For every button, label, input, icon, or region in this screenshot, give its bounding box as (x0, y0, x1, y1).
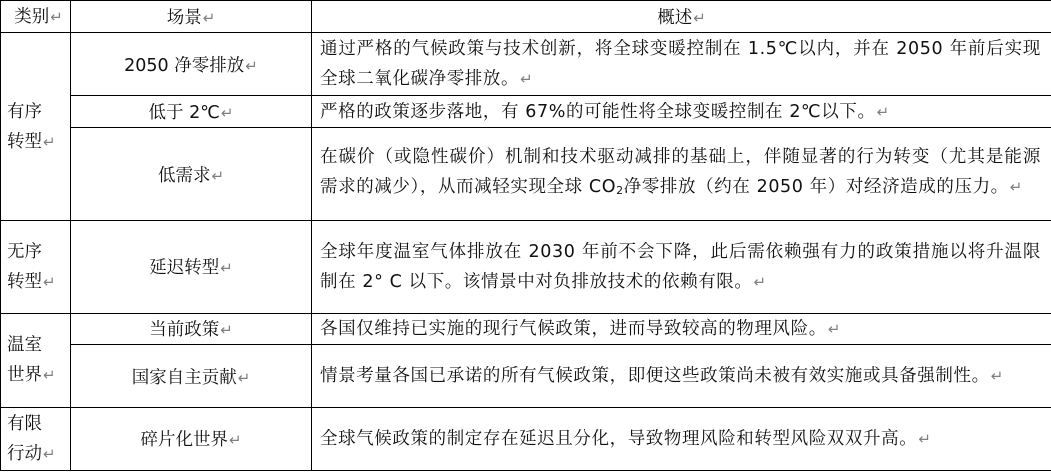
category-text: 转型 (7, 271, 42, 292)
paragraph-mark-icon: ↵ (753, 272, 767, 291)
header-category-cell (1, 1, 71, 33)
paragraph-mark-icon: ↵ (693, 9, 706, 28)
paragraph-mark-icon: ↵ (50, 7, 63, 26)
paragraph-mark-icon: ↵ (43, 366, 56, 385)
paragraph-mark-icon: ↵ (520, 70, 534, 89)
description-cell (312, 313, 1051, 344)
header-overview: 概述 (657, 8, 693, 29)
paragraph-mark-icon: ↵ (228, 431, 242, 450)
scenario-cell (71, 96, 312, 127)
paragraph-mark-icon: ↵ (220, 259, 233, 278)
table-row (1, 33, 1051, 96)
category-cell-limited-action (1, 407, 71, 470)
header-scenario: 场景 (166, 8, 202, 29)
scenario-name: 2050 净零排放 (124, 55, 245, 76)
scenario-cell (71, 127, 312, 220)
table-row (1, 313, 1051, 344)
paragraph-mark-icon: ↵ (237, 368, 251, 387)
description-text: 情景考量各国已承诺的所有气候政策，即便这些政策尚未被有效实施或具备强制性。 (320, 366, 990, 387)
category-text: 有序 (7, 101, 42, 122)
description-cell (312, 127, 1051, 220)
category-cell-orderly (1, 33, 71, 221)
category-text: 有限 (7, 413, 42, 434)
scenario-name: 当前政策 (149, 320, 220, 341)
category-cell-disorderly (1, 221, 71, 313)
table-row (1, 345, 1051, 408)
paragraph-mark-icon: ↵ (827, 319, 841, 338)
paragraph-mark-icon: ↵ (245, 56, 258, 75)
paragraph-mark-icon: ↵ (43, 272, 56, 291)
table-row (1, 221, 1051, 313)
scenario-cell (71, 345, 312, 408)
paragraph-mark-icon: ↵ (876, 102, 890, 121)
header-overview-cell (312, 1, 1051, 33)
category-text: 无序 (7, 241, 42, 262)
description-text: 净零排放（约在 2050 年）对经济造成的压力。 (623, 177, 1009, 198)
scenario-name: 延迟转型 (149, 258, 220, 279)
header-scenario-cell (71, 1, 312, 33)
paragraph-mark-icon: ↵ (1009, 178, 1023, 197)
category-cell-hothouse (1, 313, 71, 407)
category-text: 世界 (7, 365, 42, 386)
description-cell (312, 221, 1051, 313)
paragraph-mark-icon: ↵ (211, 166, 225, 185)
description-text: 全球气候政策的制定存在延迟且分化，导致物理风险和转型风险双双升高。 (320, 428, 918, 449)
description-cell (312, 407, 1051, 470)
paragraph-mark-icon: ↵ (220, 321, 233, 340)
description-text: 严格的政策逐步落地，有 67%的可能性将全球变暖控制在 2℃以下。 (320, 101, 876, 122)
subscript-two: 2 (616, 184, 624, 198)
header-row (1, 1, 1051, 33)
table-row (1, 96, 1051, 127)
scenario-cell (71, 33, 312, 96)
category-text: 转型 (7, 131, 42, 152)
scenario-cell (71, 221, 312, 313)
description-cell (312, 345, 1051, 408)
paragraph-mark-icon: ↵ (220, 104, 234, 123)
table-row (1, 127, 1051, 220)
paragraph-mark-icon: ↵ (43, 132, 56, 151)
description-cell (312, 33, 1051, 96)
table-row (1, 407, 1051, 470)
description-cell (312, 96, 1051, 127)
scenario-cell (71, 313, 312, 344)
description-text: 全球年度温室气体排放在 2030 年前不会下降，此后需依赖强有力的政策措施以将升温限制在 2° C 以下。该情景中对负排放技术的依赖有限。 (320, 241, 1041, 292)
header-category: 类别 (14, 6, 50, 27)
description-text: 在碳价（或隐性碳价）机制和技术驱动减排的基础上，伴随显著的行为转变（尤其是能源需求的减少），从而减轻实现全球 CO (320, 147, 1041, 198)
scenario-cell (71, 407, 312, 470)
scenario-name: 国家自主贡献 (131, 367, 237, 388)
scenario-name: 低于 2℃ (148, 103, 220, 124)
paragraph-mark-icon: ↵ (202, 9, 216, 28)
paragraph-mark-icon: ↵ (918, 429, 932, 448)
scenario-name: 低需求 (157, 165, 211, 186)
description-text: 各国仅维持已实施的现行气候政策，进而导致较高的物理风险。 (320, 318, 827, 339)
description-text: 通过严格的气候政策与技术创新，将全球变暖控制在 1.5℃以内，并在 2050 年前后实现全球二氧化碳净零排放。 (320, 39, 1041, 90)
category-text: 行动 (7, 443, 42, 464)
category-text: 温室 (7, 335, 42, 356)
scenario-name: 碎片化世界 (140, 430, 228, 451)
paragraph-mark-icon: ↵ (990, 367, 1004, 386)
paragraph-mark-icon: ↵ (43, 444, 56, 463)
